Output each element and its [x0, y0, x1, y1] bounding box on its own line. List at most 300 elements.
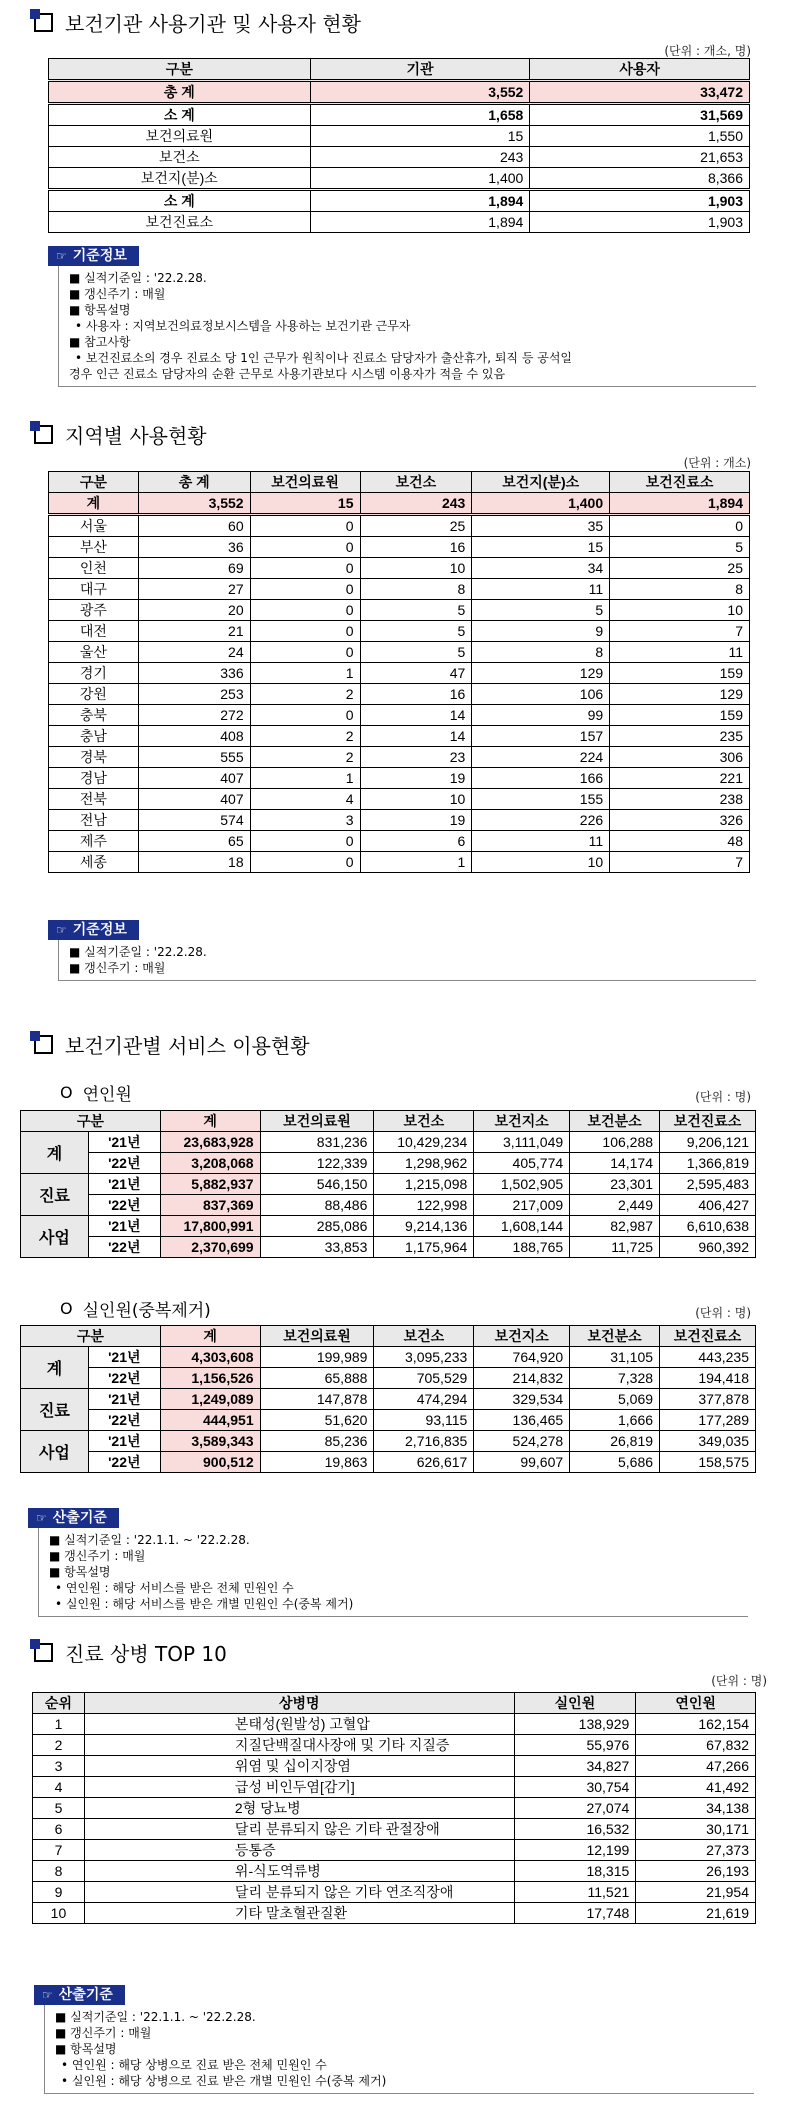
group-label: 사업 — [21, 1431, 89, 1473]
region-value: 8 — [610, 579, 750, 600]
region-value: 8 — [360, 579, 472, 600]
service-row — [21, 1174, 756, 1195]
cumulative-count: 27,373 — [636, 1840, 756, 1861]
service-value: 626,617 — [374, 1452, 474, 1473]
service-value: 14,174 — [570, 1153, 660, 1174]
info-box — [34, 1985, 754, 2094]
cumulative-count: 47,266 — [636, 1756, 756, 1777]
region-value: 238 — [610, 789, 750, 810]
info-line: • 사용자 : 지역보건의료정보시스템을 사용하는 보건기관 근무자 — [75, 319, 411, 333]
year-label: '22년 — [88, 1195, 160, 1216]
region-value: 2 — [250, 726, 360, 747]
region-name: 충남 — [49, 726, 139, 747]
service-value: 158,575 — [660, 1452, 756, 1473]
institution-count: 3,552 — [310, 81, 530, 104]
service-value: 7,328 — [570, 1368, 660, 1389]
region-value: 11 — [610, 642, 750, 663]
year-label: '21년 — [88, 1132, 160, 1153]
region-value: 14 — [360, 705, 472, 726]
region-row — [49, 726, 750, 747]
service-value: 93,115 — [374, 1410, 474, 1431]
region-value: 7 — [610, 621, 750, 642]
rank: 6 — [33, 1819, 85, 1840]
service-value: 285,086 — [260, 1216, 374, 1237]
pointing-hand-icon: ☞ — [56, 923, 67, 937]
region-name: 전북 — [49, 789, 139, 810]
disease-row — [33, 1819, 756, 1840]
column-header: 보건진료소 — [660, 1111, 756, 1132]
column-header: 계 — [160, 1326, 260, 1347]
institution-count: 1,658 — [310, 104, 530, 126]
rank: 9 — [33, 1882, 85, 1903]
service-value: 194,418 — [660, 1368, 756, 1389]
service-value: 546,150 — [260, 1174, 374, 1195]
info-line: ■ 참고사항 — [69, 335, 131, 349]
disease-row — [33, 1882, 756, 1903]
institution-count: 243 — [310, 147, 530, 168]
info-line: • 연인원 : 해당 상병으로 진료 받은 전체 민원인 수 — [61, 2058, 327, 2072]
region-value: 19 — [360, 768, 472, 789]
top10-disease-table — [32, 1692, 756, 1924]
disease-name: 2형 당뇨병 — [84, 1798, 514, 1819]
region-value: 16 — [360, 684, 472, 705]
disease-row — [33, 1735, 756, 1756]
region-value: 272 — [138, 705, 250, 726]
institution-user-table — [48, 58, 750, 233]
service-row — [21, 1216, 756, 1237]
region-value: 35 — [472, 515, 610, 537]
region-value: 20 — [138, 600, 250, 621]
service-value: 1,502,905 — [474, 1174, 570, 1195]
region-value: 8 — [472, 642, 610, 663]
region-name: 광주 — [49, 600, 139, 621]
disease-name: 기타 말초혈관질환 — [84, 1903, 514, 1924]
rank: 2 — [33, 1735, 85, 1756]
total-cell: 15 — [250, 493, 360, 515]
region-row — [49, 600, 750, 621]
region-value: 224 — [472, 747, 610, 768]
column-header: 구분 — [21, 1111, 161, 1132]
service-value: 1,608,144 — [474, 1216, 570, 1237]
service-value: 217,009 — [474, 1195, 570, 1216]
disease-row — [33, 1840, 756, 1861]
unit-label: (단위 : 명) — [695, 1306, 751, 1320]
info-line: ■ 갱신주기 : 매월 — [69, 287, 166, 301]
info-line: ■ 항목설명 — [69, 303, 131, 317]
total-cell: 1,894 — [610, 493, 750, 515]
service-value: 26,819 — [570, 1431, 660, 1452]
region-value: 4 — [250, 789, 360, 810]
disease-name: 지질단백질대사장애 및 기타 지질증 — [84, 1735, 514, 1756]
info-box — [48, 920, 756, 981]
region-row — [49, 852, 750, 873]
institution-count: 1,894 — [310, 190, 530, 212]
info-body — [58, 940, 756, 981]
region-name: 경기 — [49, 663, 139, 684]
disease-row — [33, 1756, 756, 1777]
region-value: 10 — [360, 558, 472, 579]
service-value: 764,920 — [474, 1347, 570, 1368]
service-row — [21, 1389, 756, 1410]
region-value: 0 — [250, 852, 360, 873]
region-row — [49, 831, 750, 852]
region-value: 23 — [360, 747, 472, 768]
service-value: 960,392 — [660, 1237, 756, 1258]
service-value: 1,175,964 — [374, 1237, 474, 1258]
cumulative-count: 34,138 — [636, 1798, 756, 1819]
region-value: 166 — [472, 768, 610, 789]
region-value: 0 — [250, 579, 360, 600]
service-value: 1,666 — [570, 1410, 660, 1431]
service-value: 705,529 — [374, 1368, 474, 1389]
region-value: 48 — [610, 831, 750, 852]
subsection-cumulative: O 연인원 — [60, 1083, 132, 1105]
info-tag: ☞ 기준정보 — [48, 246, 139, 266]
service-value: 31,105 — [570, 1347, 660, 1368]
service-value: 474,294 — [374, 1389, 474, 1410]
table-header — [33, 1693, 756, 1714]
region-value: 155 — [472, 789, 610, 810]
column-header: 구분 — [49, 59, 311, 81]
region-value: 0 — [250, 831, 360, 852]
row-label: 보건진료소 — [49, 212, 311, 233]
unique-count: 11,521 — [514, 1882, 636, 1903]
service-value: 23,683,928 — [160, 1132, 260, 1153]
service-value: 524,278 — [474, 1431, 570, 1452]
service-value: 19,863 — [260, 1452, 374, 1473]
service-value: 17,800,991 — [160, 1216, 260, 1237]
region-name: 세종 — [49, 852, 139, 873]
pointing-hand-icon: ☞ — [56, 249, 67, 263]
region-name: 부산 — [49, 537, 139, 558]
region-value: 129 — [472, 663, 610, 684]
column-header: 실인원 — [514, 1693, 636, 1714]
disease-name: 위-식도역류병 — [84, 1861, 514, 1882]
region-value: 407 — [138, 789, 250, 810]
service-value: 405,774 — [474, 1153, 570, 1174]
column-header: 보건분소 — [570, 1326, 660, 1347]
region-value: 106 — [472, 684, 610, 705]
info-line: ■ 갱신주기 : 매월 — [69, 961, 166, 975]
year-label: '22년 — [88, 1452, 160, 1473]
service-value: 900,512 — [160, 1452, 260, 1473]
region-name: 인천 — [49, 558, 139, 579]
row-label: 소 계 — [49, 190, 311, 212]
region-name: 대전 — [49, 621, 139, 642]
service-value: 6,610,638 — [660, 1216, 756, 1237]
unique-count: 12,199 — [514, 1840, 636, 1861]
region-value: 0 — [610, 515, 750, 537]
region-value: 65 — [138, 831, 250, 852]
service-value: 122,998 — [374, 1195, 474, 1216]
service-value: 406,427 — [660, 1195, 756, 1216]
info-line: ■ 항목설명 — [49, 1565, 111, 1579]
region-value: 34 — [472, 558, 610, 579]
disease-name: 급성 비인두염[감기] — [84, 1777, 514, 1798]
service-value: 444,951 — [160, 1410, 260, 1431]
service-value: 5,882,937 — [160, 1174, 260, 1195]
region-value: 235 — [610, 726, 750, 747]
service-row — [21, 1410, 756, 1431]
column-header: 보건지(분)소 — [472, 472, 610, 493]
info-box — [28, 1508, 748, 1617]
region-value: 5 — [610, 537, 750, 558]
service-value: 9,214,136 — [374, 1216, 474, 1237]
year-label: '22년 — [88, 1410, 160, 1431]
region-row — [49, 621, 750, 642]
region-value: 7 — [610, 852, 750, 873]
user-count: 1,903 — [530, 212, 750, 233]
info-line: • 실인원 : 해당 서비스를 받은 개별 민원인 수(중복 제거) — [55, 1597, 354, 1611]
region-value: 159 — [610, 663, 750, 684]
region-value: 226 — [472, 810, 610, 831]
info-line: 경우 인근 진료소 담당자의 순환 근무로 사용기관보다 시스템 이용자가 적을 수 있음 — [69, 367, 506, 381]
region-value: 574 — [138, 810, 250, 831]
group-label: 진료 — [21, 1174, 89, 1216]
year-label: '21년 — [88, 1216, 160, 1237]
column-header: 상병명 — [84, 1693, 514, 1714]
table-row — [49, 168, 750, 190]
service-value: 3,111,049 — [474, 1132, 570, 1153]
region-row — [49, 558, 750, 579]
service-value: 51,620 — [260, 1410, 374, 1431]
subsection-unique: O 실인원(중복제거) — [60, 1299, 211, 1321]
row-label: 보건지(분)소 — [49, 168, 311, 190]
info-line: • 보건진료소의 경우 진료소 당 1인 근무가 원칙이나 진료소 담당자가 출산휴가, 퇴직 등 공석일 — [75, 351, 573, 365]
service-value: 329,534 — [474, 1389, 570, 1410]
region-value: 0 — [250, 621, 360, 642]
region-value: 9 — [472, 621, 610, 642]
service-value: 443,235 — [660, 1347, 756, 1368]
service-value: 5,069 — [570, 1389, 660, 1410]
institution-count: 1,894 — [310, 212, 530, 233]
disease-name: 위염 및 십이지장염 — [84, 1756, 514, 1777]
region-row — [49, 684, 750, 705]
region-value: 5 — [360, 621, 472, 642]
info-line: ■ 실적기준일 : '22.1.1. ~ '22.2.28. — [49, 1533, 250, 1547]
service-row — [21, 1347, 756, 1368]
service-value: 147,878 — [260, 1389, 374, 1410]
service-value: 11,725 — [570, 1237, 660, 1258]
info-body — [44, 2005, 754, 2094]
service-row — [21, 1132, 756, 1153]
service-value: 88,486 — [260, 1195, 374, 1216]
section1-title: 보건기관 사용기관 및 사용자 현황 — [34, 10, 361, 34]
unit-label: (단위 : 명) — [695, 1090, 751, 1104]
service-value: 85,236 — [260, 1431, 374, 1452]
service-value: 831,236 — [260, 1132, 374, 1153]
info-line: ■ 실적기준일 : '22.2.28. — [69, 271, 207, 285]
region-value: 336 — [138, 663, 250, 684]
column-header: 기관 — [310, 59, 530, 81]
region-value: 15 — [472, 537, 610, 558]
service-row — [21, 1431, 756, 1452]
region-value: 11 — [472, 579, 610, 600]
region-row — [49, 642, 750, 663]
region-name: 제주 — [49, 831, 139, 852]
info-body — [38, 1528, 748, 1617]
region-value: 10 — [360, 789, 472, 810]
region-value: 5 — [472, 600, 610, 621]
region-value: 10 — [610, 600, 750, 621]
column-header: 보건지소 — [474, 1326, 570, 1347]
pointing-hand-icon: ☞ — [36, 1511, 47, 1525]
region-value: 0 — [250, 537, 360, 558]
service-value: 1,249,089 — [160, 1389, 260, 1410]
unit-label: (단위 : 개소) — [683, 456, 751, 470]
section2-title: 지역별 사용현황 — [34, 422, 207, 446]
unique-count: 16,532 — [514, 1819, 636, 1840]
cumulative-users-table — [20, 1110, 756, 1258]
year-label: '22년 — [88, 1153, 160, 1174]
disease-row — [33, 1777, 756, 1798]
region-row — [49, 663, 750, 684]
unit-label: (단위 : 명) — [711, 1674, 767, 1688]
region-value: 27 — [138, 579, 250, 600]
region-value: 5 — [360, 600, 472, 621]
user-count: 33,472 — [530, 81, 750, 104]
column-header: 보건진료소 — [610, 472, 750, 493]
region-value: 14 — [360, 726, 472, 747]
info-line: ■ 갱신주기 : 매월 — [49, 1549, 146, 1563]
year-label: '22년 — [88, 1368, 160, 1389]
region-row — [49, 537, 750, 558]
section3-title: 보건기관별 서비스 이용현황 — [34, 1032, 310, 1056]
region-value: 25 — [360, 515, 472, 537]
user-count: 1,903 — [530, 190, 750, 212]
cumulative-count: 30,171 — [636, 1819, 756, 1840]
column-header: 구분 — [49, 472, 139, 493]
unique-count: 55,976 — [514, 1735, 636, 1756]
row-label: 보건소 — [49, 147, 311, 168]
cumulative-count: 21,619 — [636, 1903, 756, 1924]
cumulative-count: 26,193 — [636, 1861, 756, 1882]
table-row — [49, 147, 750, 168]
service-row — [21, 1195, 756, 1216]
section-marker-icon — [34, 425, 53, 444]
service-value: 2,370,699 — [160, 1237, 260, 1258]
service-value: 106,288 — [570, 1132, 660, 1153]
info-line: ■ 항목설명 — [55, 2042, 117, 2056]
table-row — [49, 104, 750, 126]
disease-name: 본태성(원발성) 고혈압 — [84, 1714, 514, 1735]
info-tag: ☞ 산출기준 — [28, 1508, 119, 1528]
total-cell: 1,400 — [472, 493, 610, 515]
info-line: ■ 갱신주기 : 매월 — [55, 2026, 152, 2040]
region-row — [49, 579, 750, 600]
service-value: 5,686 — [570, 1452, 660, 1473]
region-value: 25 — [610, 558, 750, 579]
column-header: 총 계 — [138, 472, 250, 493]
service-value: 82,987 — [570, 1216, 660, 1237]
column-header: 보건소 — [374, 1326, 474, 1347]
unique-users-table — [20, 1325, 756, 1473]
region-value: 3 — [250, 810, 360, 831]
service-value: 1,298,962 — [374, 1153, 474, 1174]
region-value: 36 — [138, 537, 250, 558]
region-value: 2 — [250, 747, 360, 768]
unique-count: 18,315 — [514, 1861, 636, 1882]
cumulative-count: 162,154 — [636, 1714, 756, 1735]
service-row — [21, 1237, 756, 1258]
region-value: 129 — [610, 684, 750, 705]
region-value: 21 — [138, 621, 250, 642]
region-name: 서울 — [49, 515, 139, 537]
cumulative-count: 67,832 — [636, 1735, 756, 1756]
region-value: 408 — [138, 726, 250, 747]
info-tag: ☞ 산출기준 — [34, 1985, 125, 2005]
column-header: 계 — [160, 1111, 260, 1132]
service-value: 65,888 — [260, 1368, 374, 1389]
service-value: 3,589,343 — [160, 1431, 260, 1452]
unit-label: (단위 : 개소, 명) — [664, 44, 751, 58]
service-value: 122,339 — [260, 1153, 374, 1174]
row-label: 보건의료원 — [49, 126, 311, 147]
service-value: 1,215,098 — [374, 1174, 474, 1195]
region-value: 1 — [360, 852, 472, 873]
row-label: 총 계 — [49, 81, 311, 104]
region-value: 16 — [360, 537, 472, 558]
column-header: 순위 — [33, 1693, 85, 1714]
region-value: 6 — [360, 831, 472, 852]
service-row — [21, 1368, 756, 1389]
region-value: 0 — [250, 705, 360, 726]
column-header: 사용자 — [530, 59, 750, 81]
region-row — [49, 515, 750, 537]
disease-row — [33, 1798, 756, 1819]
year-label: '22년 — [88, 1237, 160, 1258]
table-header — [49, 59, 750, 81]
year-label: '21년 — [88, 1174, 160, 1195]
region-value: 555 — [138, 747, 250, 768]
service-value: 33,853 — [260, 1237, 374, 1258]
year-label: '21년 — [88, 1431, 160, 1452]
region-value: 10 — [472, 852, 610, 873]
disease-name: 달리 분류되지 않은 기타 연조직장애 — [84, 1882, 514, 1903]
region-value: 253 — [138, 684, 250, 705]
service-value: 10,429,234 — [374, 1132, 474, 1153]
service-value: 1,366,819 — [660, 1153, 756, 1174]
section-marker-icon — [34, 13, 53, 32]
region-value: 0 — [250, 600, 360, 621]
service-value: 136,465 — [474, 1410, 570, 1431]
region-value: 11 — [472, 831, 610, 852]
region-row — [49, 747, 750, 768]
region-value: 1 — [250, 663, 360, 684]
service-value: 3,095,233 — [374, 1347, 474, 1368]
pointing-hand-icon: ☞ — [42, 1988, 53, 2002]
region-value: 407 — [138, 768, 250, 789]
total-cell: 243 — [360, 493, 472, 515]
user-count: 21,653 — [530, 147, 750, 168]
rank: 1 — [33, 1714, 85, 1735]
institution-count: 15 — [310, 126, 530, 147]
region-name: 경북 — [49, 747, 139, 768]
info-body — [58, 266, 756, 387]
table-header — [21, 1326, 756, 1347]
service-value: 1,156,526 — [160, 1368, 260, 1389]
info-line: ■ 실적기준일 : '22.2.28. — [69, 945, 207, 959]
table-row — [49, 81, 750, 104]
total-row — [49, 493, 750, 515]
disease-name: 달리 분류되지 않은 기타 관절장애 — [84, 1819, 514, 1840]
column-header: 보건의료원 — [260, 1111, 374, 1132]
region-value: 5 — [360, 642, 472, 663]
group-label: 계 — [21, 1347, 89, 1389]
user-count: 31,569 — [530, 104, 750, 126]
unique-count: 30,754 — [514, 1777, 636, 1798]
region-value: 2 — [250, 684, 360, 705]
